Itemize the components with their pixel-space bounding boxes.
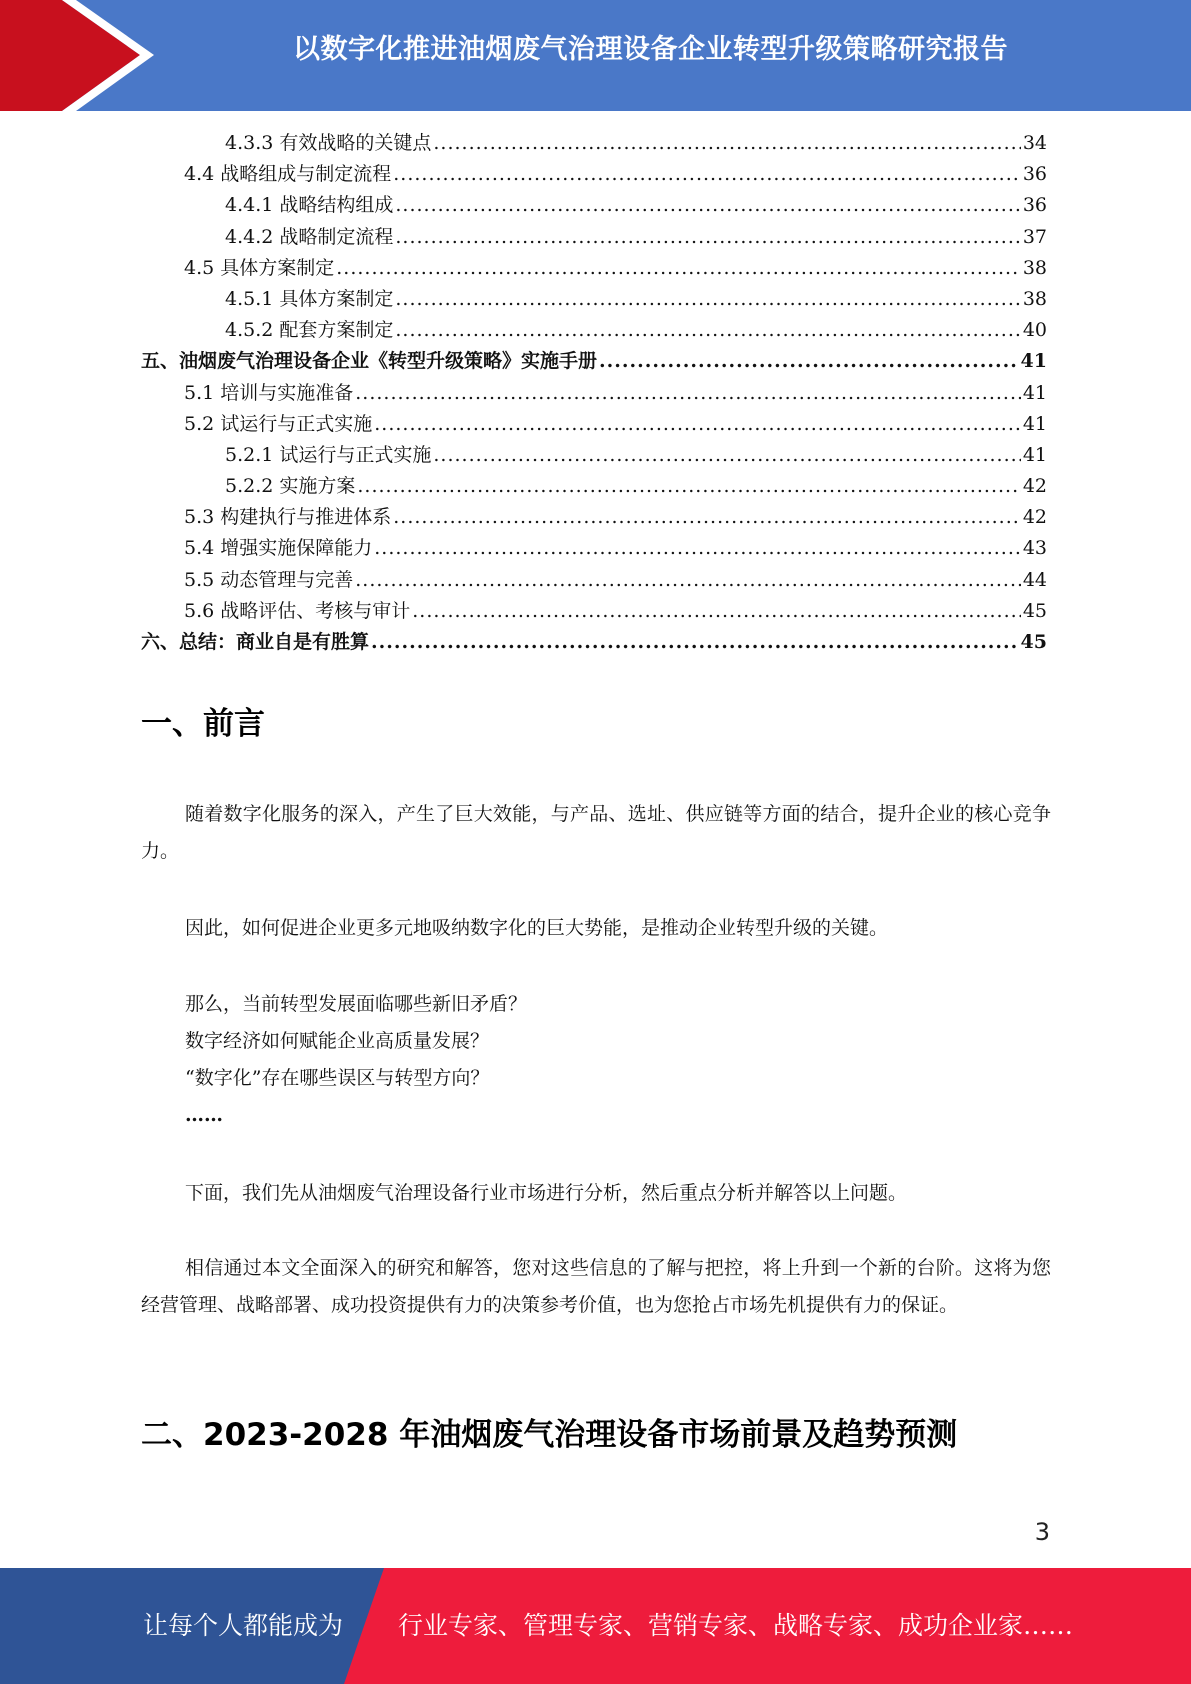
header-chevron-decoration <box>0 0 160 111</box>
toc-page-number: 45 <box>1020 631 1047 653</box>
toc-entry-title: 5.3 构建执行与推进体系 <box>184 506 392 529</box>
toc-entry-title: 4.4.2 战略制定流程 <box>225 225 394 248</box>
toc-page-number: 43 <box>1022 537 1047 560</box>
toc-page-number: 38 <box>1022 256 1047 279</box>
toc-page-number: 42 <box>1022 475 1047 498</box>
toc-leader-dots <box>395 315 1020 346</box>
toc-leader-dots <box>395 222 1020 253</box>
toc-page-number: 42 <box>1022 506 1047 529</box>
page-number: 3 <box>1034 1518 1050 1546</box>
toc-leader-dots <box>371 627 1019 658</box>
section-heading-market-forecast: 二、2023-2028 年油烟废气治理设备市场前景及趋势预测 <box>141 1417 958 1453</box>
footer-slogan-left: 让每个人都能成为 <box>143 1611 344 1640</box>
question-line: “数字化”存在哪些误区与转型方向？ <box>185 1067 490 1089</box>
toc-entry[interactable] <box>141 627 1047 658</box>
toc-leader-dots <box>395 284 1020 315</box>
toc-page-number: 44 <box>1022 568 1047 591</box>
toc-entry[interactable] <box>141 346 1047 377</box>
toc-leader-dots <box>355 378 1021 409</box>
toc-page-number: 36 <box>1022 194 1047 217</box>
toc-leader-dots <box>395 190 1020 221</box>
toc-entry[interactable] <box>141 284 1047 315</box>
toc-leader-dots <box>412 596 1021 627</box>
toc-entry-title: 5.5 动态管理与完善 <box>184 568 354 591</box>
toc-entry[interactable] <box>141 190 1047 221</box>
toc-entry[interactable] <box>141 128 1047 159</box>
toc-page-number: 38 <box>1022 287 1047 310</box>
toc-entry[interactable] <box>141 565 1047 596</box>
toc-entry[interactable] <box>141 409 1047 440</box>
paragraph: 下面，我们先从油烟废气治理设备行业市场进行分析，然后重点分析并解答以上问题。 <box>185 1182 908 1204</box>
toc-page-number: 41 <box>1022 443 1047 466</box>
toc-entry[interactable] <box>141 440 1047 471</box>
toc-leader-dots <box>393 502 1021 533</box>
page-footer <box>0 1568 1191 1684</box>
toc-leader-dots <box>433 440 1020 471</box>
footer-slogan-right: 行业专家、管理专家、营销专家、战略专家、成功企业家…… <box>398 1611 1074 1640</box>
toc-leader-dots <box>355 565 1021 596</box>
toc-entry-title: 4.5 具体方案制定 <box>184 256 335 279</box>
toc-entry-title: 5.1 培训与实施准备 <box>184 381 354 404</box>
toc-entry[interactable] <box>141 378 1047 409</box>
toc-leader-dots <box>393 159 1021 190</box>
toc-entry-title: 4.3.3 有效战略的关键点 <box>225 132 432 154</box>
toc-entry-title: 六、总结：商业自是有胜算 <box>141 631 370 653</box>
toc-page-number: 41 <box>1020 350 1047 373</box>
toc-entry[interactable] <box>141 471 1047 502</box>
toc-page-number: 40 <box>1022 319 1047 342</box>
toc-entry-title: 五、油烟废气治理设备企业《转型升级策略》实施手册 <box>141 350 598 373</box>
toc-leader-dots <box>374 533 1021 564</box>
toc-leader-dots <box>433 128 1020 159</box>
question-line: 那么，当前转型发展面临哪些新旧矛盾？ <box>185 993 528 1015</box>
toc-page-number: 36 <box>1022 163 1047 186</box>
toc-entry[interactable] <box>141 315 1047 346</box>
toc-page-number: 41 <box>1022 381 1047 404</box>
toc-entry-title: 4.5.2 配套方案制定 <box>225 319 394 342</box>
toc-page-number: 37 <box>1022 225 1047 248</box>
toc-entry-title: 4.5.1 具体方案制定 <box>225 287 394 310</box>
toc-entry[interactable] <box>141 596 1047 627</box>
toc-page-number: 41 <box>1022 412 1047 435</box>
toc-entry-title: 5.4 增强实施保障能力 <box>184 537 373 560</box>
toc-entry[interactable] <box>141 533 1047 564</box>
toc-leader-dots <box>336 253 1021 284</box>
toc-entry[interactable] <box>141 159 1047 190</box>
toc-page-number: 34 <box>1022 132 1047 154</box>
toc-entry-title: 5.6 战略评估、考核与审计 <box>184 599 411 622</box>
toc-entry-title: 5.2.2 实施方案 <box>225 475 356 498</box>
table-of-contents <box>141 128 1047 658</box>
toc-entry-title: 4.4.1 战略结构组成 <box>225 194 394 217</box>
toc-entry[interactable] <box>141 253 1047 284</box>
section-heading-preface: 一、前言 <box>141 706 265 742</box>
toc-leader-dots <box>374 409 1021 440</box>
header-title: 以数字化推进油烟废气治理设备企业转型升级策略研究报告 <box>293 34 1008 65</box>
paragraph: 相信通过本文全面深入的研究和解答，您对这些信息的了解与把控，将上升到一个新的台阶。这将为您经营管理、战略部署、成功投资提供有力的决策参考价值，也为您抢占市场先机提供有力的保证。 <box>141 1257 1051 1316</box>
toc-leader-dots <box>599 346 1019 377</box>
paragraph: 随着数字化服务的深入，产生了巨大效能，与产品、选址、供应链等方面的结合，提升企业的核心竞争力。 <box>141 803 1051 862</box>
toc-entry-title: 5.2.1 试运行与正式实施 <box>225 443 432 466</box>
toc-entry[interactable] <box>141 222 1047 253</box>
toc-entry-title: 4.4 战略组成与制定流程 <box>184 163 392 186</box>
question-line: 数字经济如何赋能企业高质量发展？ <box>185 1030 490 1052</box>
ellipsis: …… <box>185 1104 223 1126</box>
toc-entry-title: 5.2 试运行与正式实施 <box>184 412 373 435</box>
toc-leader-dots <box>357 471 1020 502</box>
toc-page-number: 45 <box>1022 599 1047 622</box>
page-header <box>0 0 1191 111</box>
toc-entry[interactable] <box>141 502 1047 533</box>
paragraph: 因此，如何促进企业更多元地吸纳数字化的巨大势能，是推动企业转型升级的关键。 <box>185 917 889 939</box>
